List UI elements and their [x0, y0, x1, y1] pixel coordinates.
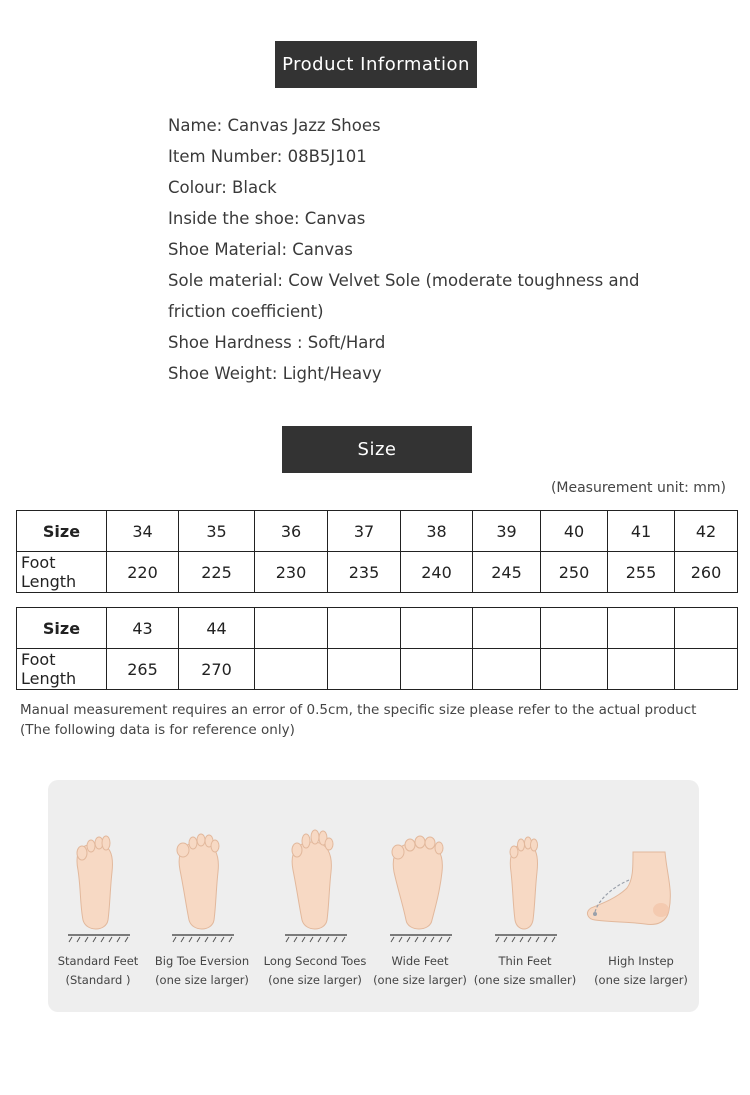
empty-cell [608, 608, 675, 649]
size-cell: 43 [107, 608, 179, 649]
size-cell: 41 [608, 511, 675, 552]
size-cell: 39 [473, 511, 541, 552]
length-cell: 245 [473, 552, 541, 593]
size-cell: 42 [675, 511, 738, 552]
size-table-2 [16, 607, 738, 690]
product-info-list [168, 110, 688, 389]
long-second-toe-foot-icon [255, 780, 375, 950]
empty-cell [401, 649, 473, 690]
info-item-number: Item Number: 08B5J101 [168, 147, 367, 166]
length-row [17, 552, 738, 593]
info-weight: Shoe Weight: Light/Heavy [168, 364, 382, 383]
info-material: Shoe Material: Canvas [168, 240, 353, 259]
foot-type-name: Long Second Toes [263, 954, 367, 968]
foot-type-long-second-toe [255, 780, 375, 987]
size-label: Size [17, 608, 107, 649]
size-row [17, 511, 738, 552]
foot-type-name: Wide Feet [391, 954, 449, 968]
foot-type-high-instep [581, 780, 701, 987]
foot-type-thin [465, 780, 585, 987]
size-cell: 38 [401, 511, 473, 552]
measurement-unit-note: (Measurement unit: mm) [550, 480, 726, 496]
length-cell: 260 [675, 552, 738, 593]
size-table-1 [16, 510, 738, 593]
foot-types-panel [48, 780, 699, 1012]
big-toe-foot-icon [142, 780, 262, 950]
foot-type-name: Big Toe Eversion [154, 954, 250, 968]
empty-cell [328, 649, 401, 690]
length-cell: 250 [541, 552, 608, 593]
foot-type-standard [38, 780, 158, 987]
foot-type-name: High Instep [608, 954, 674, 968]
empty-cell [255, 649, 328, 690]
length-cell: 240 [401, 552, 473, 593]
standard-foot-icon [38, 780, 158, 950]
foot-type-big-toe [142, 780, 262, 987]
foot-type-wide [360, 780, 480, 987]
empty-cell [675, 649, 738, 690]
empty-cell [675, 608, 738, 649]
empty-cell [255, 608, 328, 649]
length-cell: 270 [179, 649, 255, 690]
info-name: Name: Canvas Jazz Shoes [168, 116, 381, 135]
length-cell: 255 [608, 552, 675, 593]
foot-type-sub: (one size smaller) [473, 973, 577, 987]
foot-type-name: Thin Feet [498, 954, 552, 968]
foot-type-sub: (one size larger) [268, 973, 362, 987]
empty-cell [608, 649, 675, 690]
size-cell: 35 [179, 511, 255, 552]
length-row [17, 649, 738, 690]
foot-type-sub: (one size larger) [155, 973, 249, 987]
empty-cell [328, 608, 401, 649]
length-cell: 230 [255, 552, 328, 593]
empty-cell [401, 608, 473, 649]
length-cell: 220 [107, 552, 179, 593]
empty-cell [473, 649, 541, 690]
size-header: Size [282, 426, 472, 473]
foot-type-name: Standard Feet [57, 954, 139, 968]
size-cell: 34 [107, 511, 179, 552]
empty-cell [473, 608, 541, 649]
info-inside: Inside the shoe: Canvas [168, 209, 366, 228]
empty-cell [541, 608, 608, 649]
size-cell: 44 [179, 608, 255, 649]
length-cell: 265 [107, 649, 179, 690]
empty-cell [541, 649, 608, 690]
size-cell: 40 [541, 511, 608, 552]
size-label: Size [17, 511, 107, 552]
product-info-header: Product Information [275, 41, 477, 88]
high-instep-foot-icon [581, 780, 701, 950]
info-sole: Sole material: Cow Velvet Sole (moderate toughness and friction coefficient) [168, 271, 640, 321]
foot-type-sub: (one size larger) [594, 973, 688, 987]
length-cell: 235 [328, 552, 401, 593]
foot-length-label: Foot Length [17, 552, 107, 593]
size-cell: 37 [328, 511, 401, 552]
thin-foot-icon [465, 780, 585, 950]
info-colour: Colour: Black [168, 178, 277, 197]
size-cell: 36 [255, 511, 328, 552]
wide-foot-icon [360, 780, 480, 950]
foot-type-sub: (Standard ) [65, 973, 131, 987]
measurement-disclaimer: Manual measurement requires an error of 0.5cm, the specific size please refer to the actual product (The following data is for reference only) [20, 702, 697, 738]
length-cell: 225 [179, 552, 255, 593]
info-hardness: Shoe Hardness : Soft/Hard [168, 333, 386, 352]
foot-type-sub: (one size larger) [373, 973, 467, 987]
size-row [17, 608, 738, 649]
foot-length-label: Foot Length [17, 649, 107, 690]
